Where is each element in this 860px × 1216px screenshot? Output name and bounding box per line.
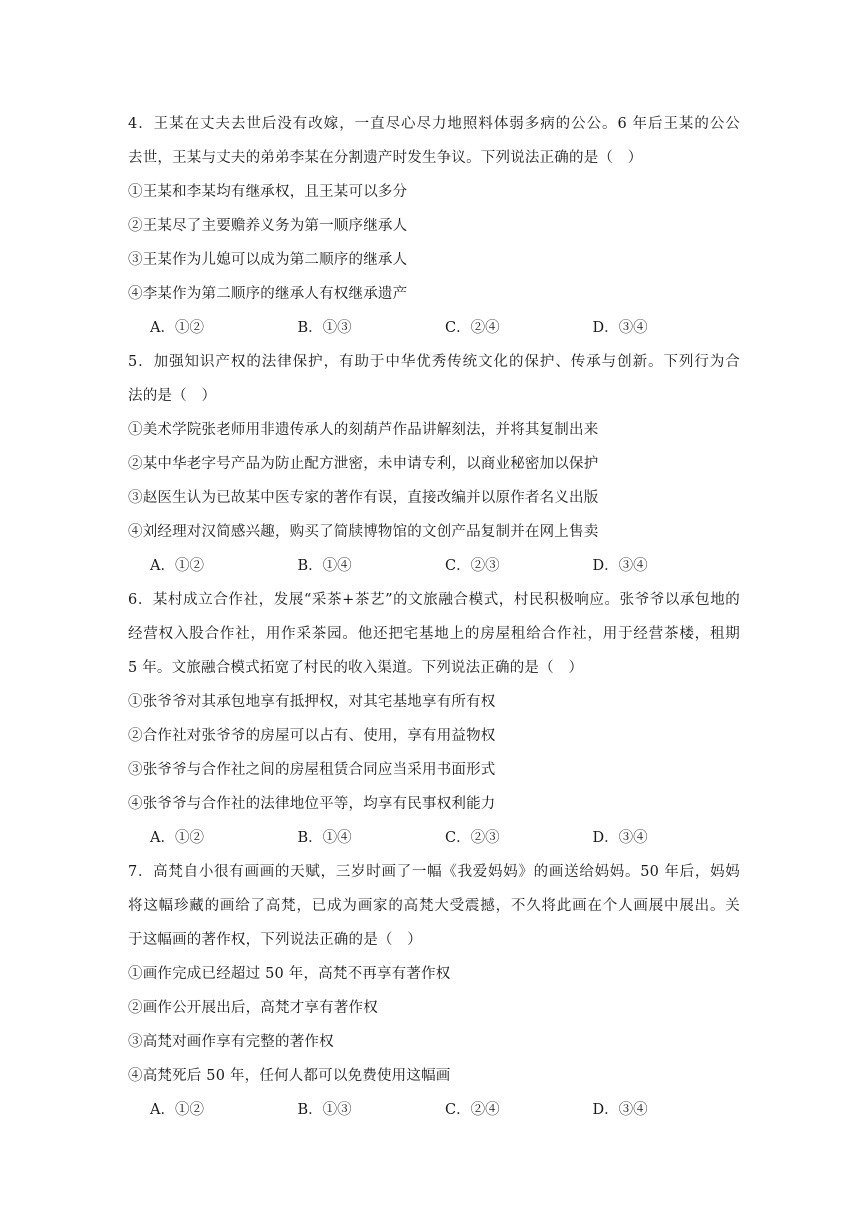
question-5: [128, 345, 740, 583]
statement: ④高梵死后 50 年，任何人都可以免费使用这幅画: [128, 1068, 451, 1084]
choice-b[interactable]: B．①③: [297, 1102, 352, 1118]
answer-choices: [128, 821, 740, 855]
question-6: [128, 583, 740, 855]
question-stem-line: 去世，王某与丈夫的弟弟李某在分割遗产时发生争议。下列说法正确的是（ ）: [128, 150, 643, 166]
question-stem-line: 法的是（ ）: [128, 388, 217, 404]
answer-choices: [128, 549, 740, 583]
question-4: [128, 107, 740, 345]
question-list: [128, 107, 740, 1127]
choice-d[interactable]: D．③④: [592, 558, 648, 574]
question-stem-line: 于这幅画的著作权，下列说法正确的是（ ）: [128, 932, 422, 948]
statement: ④李某作为第二顺序的继承人有权继承遗产: [128, 286, 408, 302]
question-stem-line: 经营权入股合作社，用作采茶园。他还把宅基地上的房屋租给合作社，用于经营茶楼，租期: [128, 626, 740, 642]
statement: ③赵医生认为已故某中医专家的著作有误，直接改编并以原作者名义出版: [128, 490, 599, 506]
question-7: [128, 855, 740, 1127]
statement: ③王某作为儿媳可以成为第二顺序的继承人: [128, 252, 408, 268]
statement: ①美术学院张老师用非遗传承人的刻葫芦作品讲解刻法，并将其复制出来: [128, 422, 599, 438]
question-stem-line: 6．某村成立合作社，发展“采茶+茶艺”的文旅融合模式，村民积极响应。张爷爷以承包地的: [128, 592, 740, 608]
choice-d[interactable]: D．③④: [592, 830, 648, 846]
statement: ④张爷爷与合作社的法律地位平等，均享有民事权利能力: [128, 796, 496, 812]
answer-choices: [128, 1093, 740, 1127]
choice-d[interactable]: D．③④: [592, 1102, 648, 1118]
choice-b[interactable]: B．①④: [297, 830, 352, 846]
question-stem-line: 4．王某在丈夫去世后没有改嫁，一直尽心尽力地照料体弱多病的公公。6 年后王某的公公: [128, 116, 740, 132]
choice-a[interactable]: A．①②: [150, 830, 204, 846]
choice-d[interactable]: D．③④: [592, 320, 648, 336]
statement: ②王某尽了主要赡养义务为第一顺序继承人: [128, 218, 408, 234]
statement: ③高梵对画作享有完整的著作权: [128, 1034, 334, 1050]
statement: ②某中华老字号产品为防止配方泄密，未申请专利，以商业秘密加以保护: [128, 456, 599, 472]
choice-b[interactable]: B．①④: [297, 558, 352, 574]
statement: ②画作公开展出后，高梵才享有著作权: [128, 1000, 378, 1016]
question-stem-line: 5．加强知识产权的法律保护，有助于中华优秀传统文化的保护、传承与创新。下列行为合: [128, 354, 740, 370]
choice-a[interactable]: A．①②: [150, 1102, 204, 1118]
statement: ①张爷爷对其承包地享有抵押权，对其宅基地享有所有权: [128, 694, 496, 710]
choice-c[interactable]: C．②④: [445, 320, 500, 336]
choice-c[interactable]: C．②③: [445, 558, 500, 574]
statement: ④刘经理对汉简感兴趣，购买了简牍博物馆的文创产品复制并在网上售卖: [128, 524, 599, 540]
question-stem-line: 5 年。文旅融合模式拓宽了村民的收入渠道。下列说法正确的是（ ）: [128, 660, 584, 676]
choice-c[interactable]: C．②③: [445, 830, 500, 846]
answer-choices: [128, 311, 740, 345]
statement: ②合作社对张爷爷的房屋可以占有、使用，享有用益物权: [128, 728, 496, 744]
question-stem-line: 将这幅珍藏的画给了高梵，已成为画家的高梵大受震撼，不久将此画在个人画展中展出。关: [128, 898, 740, 914]
choice-b[interactable]: B．①③: [297, 320, 352, 336]
choice-c[interactable]: C．②④: [445, 1102, 500, 1118]
choice-a[interactable]: A．①②: [150, 320, 204, 336]
statement: ③张爷爷与合作社之间的房屋租赁合同应当采用书面形式: [128, 762, 496, 778]
statement: ①王某和李某均有继承权，且王某可以多分: [128, 184, 408, 200]
statement: ①画作完成已经超过 50 年，高梵不再享有著作权: [128, 966, 451, 982]
question-stem-line: 7．高梵自小很有画画的天赋，三岁时画了一幅《我爱妈妈》的画送给妈妈。50 年后，妈妈: [128, 864, 740, 880]
choice-a[interactable]: A．①②: [150, 558, 204, 574]
